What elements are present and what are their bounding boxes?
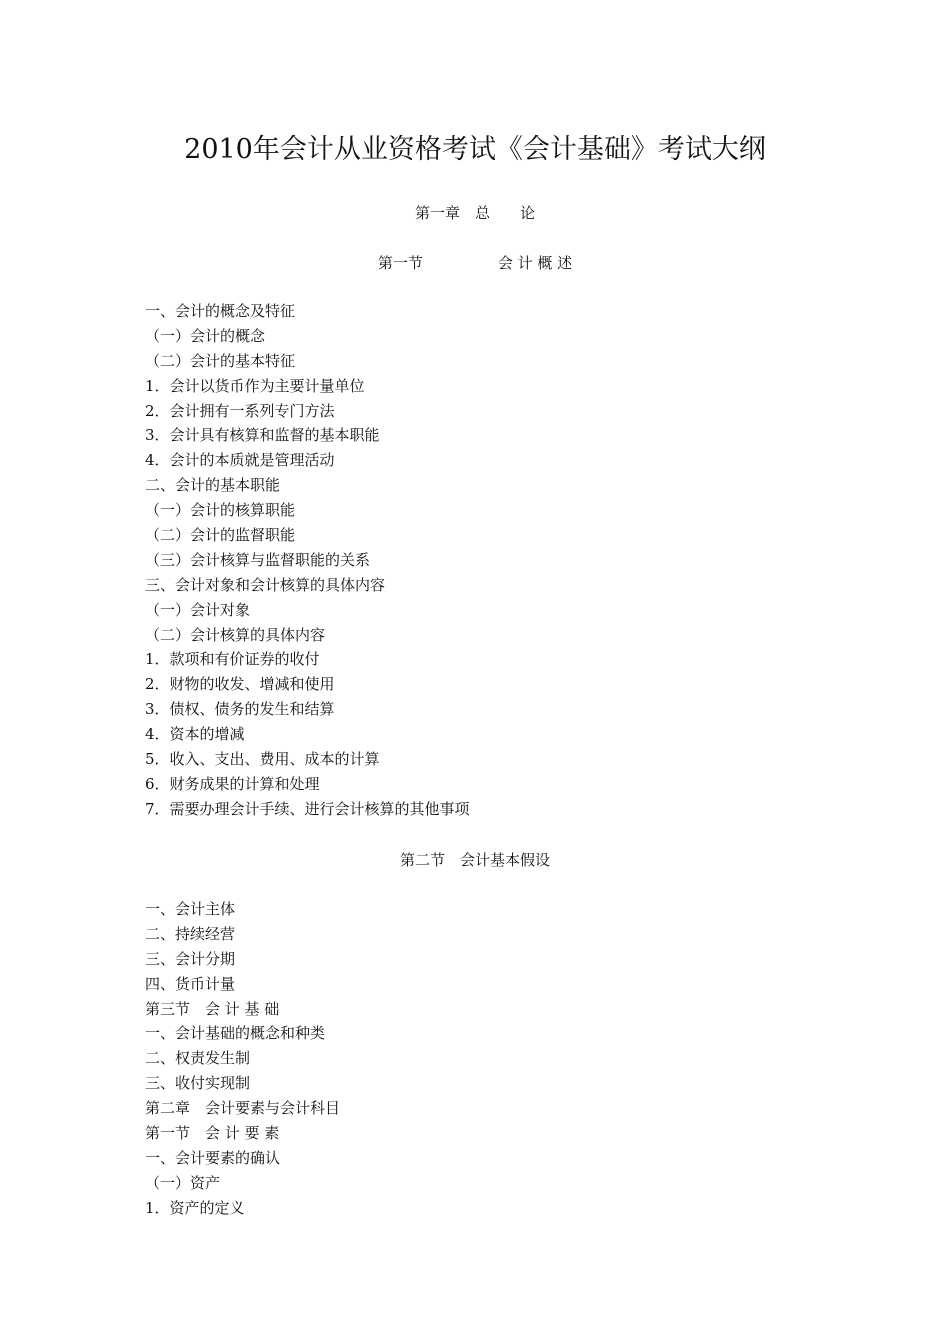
section-heading: 第二节 会计基本假设 — [399, 851, 550, 869]
outline-line: 第一节 会 计 要 素 — [145, 1124, 280, 1143]
outline-line: 4．会计的本质就是管理活动 — [145, 451, 335, 470]
outline-line: 一、会计主体 — [145, 900, 236, 918]
outline-line: 四、货币计量 — [145, 974, 236, 993]
outline-line: 2．财物的收发、增减和使用 — [145, 675, 335, 694]
section1-outline — [145, 299, 470, 822]
outline-line: 7．需要办理会计手续、进行会计核算的其他事项 — [145, 799, 470, 818]
outline-line: （二）会计的监督职能 — [145, 526, 296, 545]
outline-line: 2．会计拥有一系列专门方法 — [145, 401, 335, 420]
outline-line: 三、会计对象和会计核算的具体内容 — [145, 575, 386, 594]
outline-line: 三、会计分期 — [145, 949, 236, 968]
outline-line: 5．收入、支出、费用、成本的计算 — [145, 750, 380, 769]
outline-line: 一、会计的概念及特征 — [145, 302, 296, 320]
document-title: 2010年会计从业资格考试《会计基础》考试大纲 — [184, 134, 766, 165]
outline-line: （三）会计核算与监督职能的关系 — [145, 550, 371, 569]
outline-line: （一）会计的概念 — [145, 326, 266, 345]
section2-outline — [145, 897, 340, 1221]
outline-line: （一）资产 — [145, 1173, 221, 1192]
outline-line: 3．债权、债务的发生和结算 — [145, 700, 335, 719]
outline-line: 1．会计以货币作为主要计量单位 — [145, 376, 365, 395]
outline-line: （二）会计核算的具体内容 — [145, 625, 326, 644]
outline-line: 一、会计基础的概念和种类 — [145, 1024, 326, 1043]
section-heading: 第一节 会 计 概 述 — [377, 254, 573, 272]
outline-line: 4．资本的增减 — [145, 725, 245, 744]
outline-line: 1．资产的定义 — [145, 1198, 245, 1217]
outline-line: （一）会计的核算职能 — [145, 501, 296, 520]
outline-line: 3．会计具有核算和监督的基本职能 — [145, 426, 380, 445]
outline-line: 第三节 会 计 基 础 — [145, 999, 280, 1018]
outline-line: 二、权责发生制 — [145, 1049, 251, 1068]
outline-line: 1．款项和有价证券的收付 — [145, 650, 320, 669]
outline-line: 第二章 会计要素与会计科目 — [145, 1099, 341, 1118]
outline-line: 6．财务成果的计算和处理 — [145, 774, 320, 793]
outline-line: 二、会计的基本职能 — [145, 476, 281, 495]
outline-line: （一）会计对象 — [145, 600, 251, 619]
chapter-heading: 第一章 总 论 — [414, 204, 535, 222]
outline-line: 一、会计要素的确认 — [145, 1148, 281, 1167]
outline-line: 二、持续经营 — [145, 924, 236, 943]
outline-line: （二）会计的基本特征 — [145, 351, 296, 370]
outline-line: 三、收付实现制 — [145, 1074, 251, 1093]
